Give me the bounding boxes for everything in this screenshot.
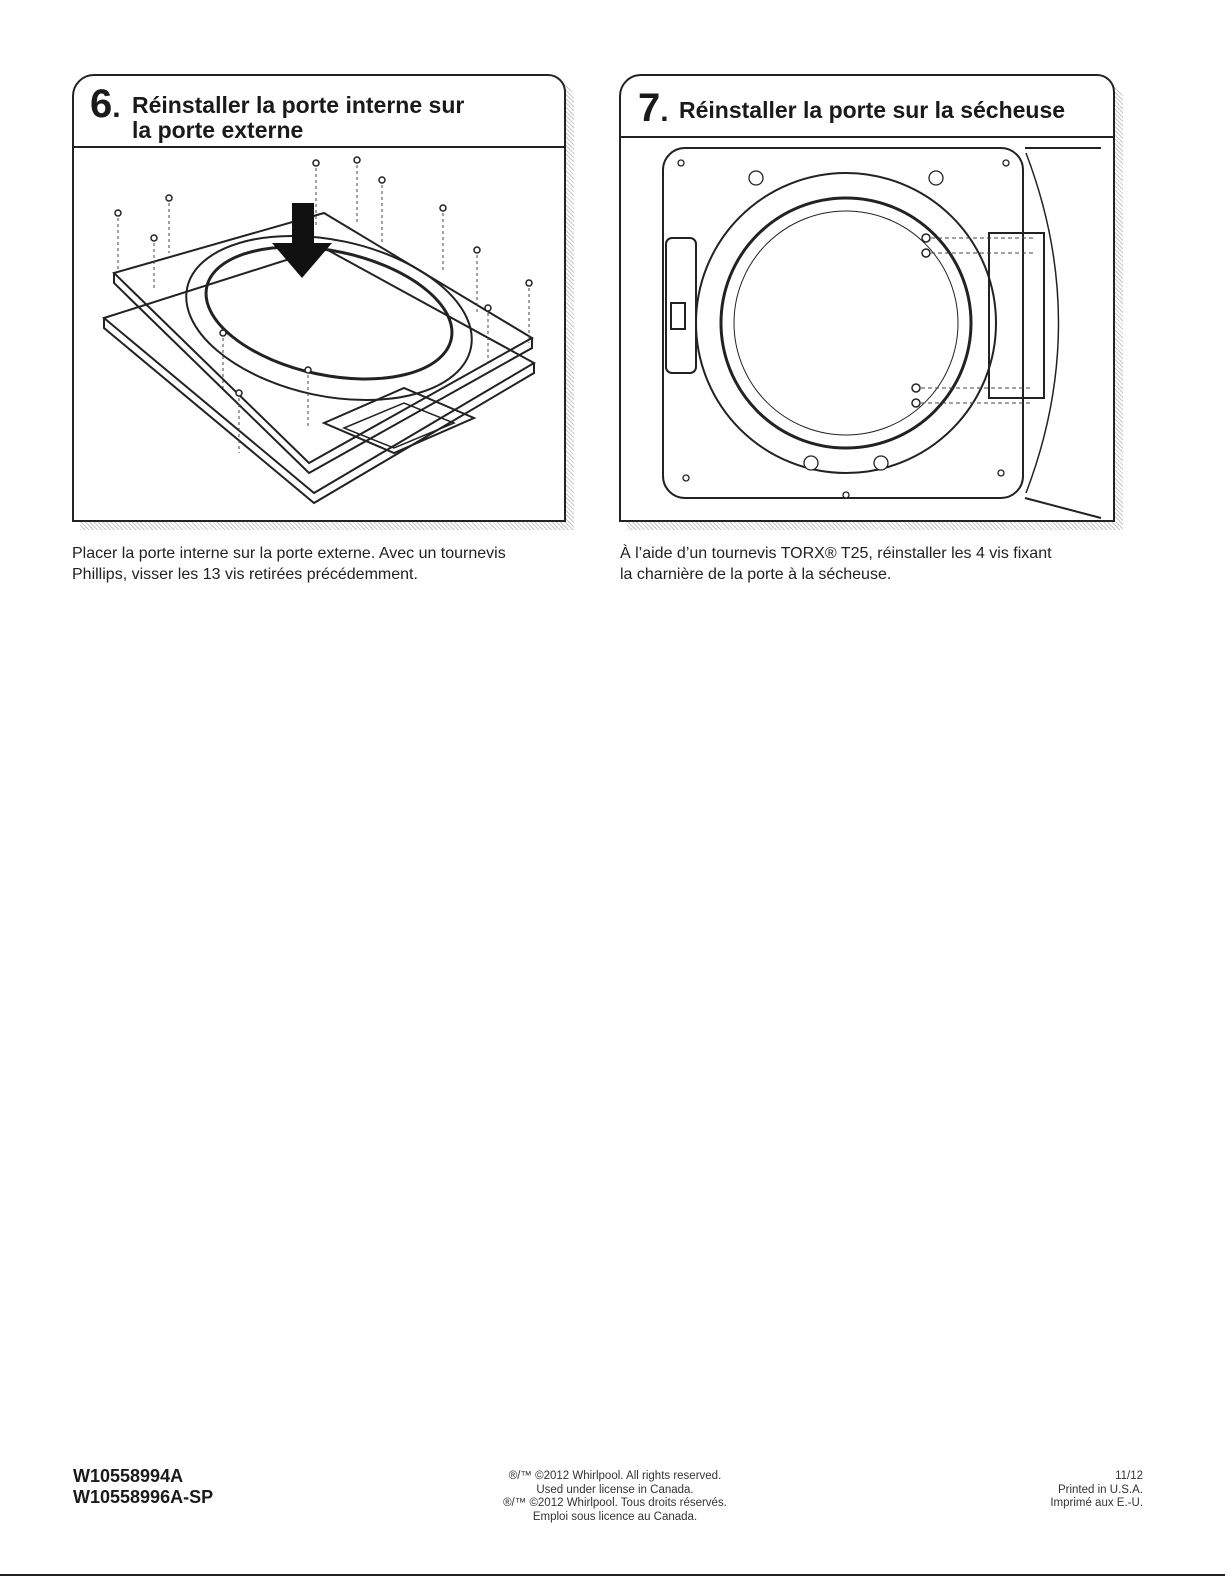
step-6-header <box>74 76 564 148</box>
legal-notice <box>420 1470 810 1524</box>
part-numbers <box>73 1466 213 1508</box>
fastener-icon <box>804 456 818 470</box>
step-6-panel <box>72 74 566 522</box>
printed-in-en: Printed in U.S.A. <box>1057 1483 1143 1496</box>
screw-icon <box>440 205 446 211</box>
screw-icon <box>115 210 121 216</box>
part-number-1: W10558994A <box>73 1466 184 1486</box>
step-7-header <box>621 76 1113 138</box>
screw-icon <box>526 280 532 286</box>
legal-line-3: ®/™ ©2012 Whirlpool. Tous droits réservés. <box>503 1497 727 1509</box>
screw-icon <box>922 249 930 257</box>
part-number-2: W10558996A-SP <box>73 1487 214 1507</box>
latch-button <box>671 303 685 329</box>
screw-icon <box>474 247 480 253</box>
step-7-title-line-1: Réinstaller la porte sur la sécheuse <box>679 97 1066 123</box>
printed-in-fr: Imprimé aux E.-U. <box>1050 1497 1143 1509</box>
fastener-icon <box>929 171 943 185</box>
door-ring-inner <box>721 198 971 448</box>
screw-icon <box>236 390 242 396</box>
door-glass-inner <box>194 226 464 399</box>
step-6-caption-line-1: Placer la porte interne sur la porte externe. Avec un tournevis <box>72 545 506 562</box>
step-6-caption <box>72 543 506 585</box>
dryer-door-illustration <box>621 138 1113 520</box>
step-7-title <box>679 98 1065 123</box>
fastener-icon <box>678 160 684 166</box>
step-7-number: 7. <box>638 86 669 130</box>
step-7-illustration <box>621 138 1113 520</box>
screw-icon <box>485 305 491 311</box>
screw-icon <box>220 330 226 336</box>
screw-icon <box>166 195 172 201</box>
screws <box>115 157 532 396</box>
step-7-caption <box>620 543 1052 585</box>
fastener-icon <box>843 492 849 498</box>
door-glass <box>734 211 958 435</box>
legal-line-2: Used under license in Canada. <box>536 1483 694 1496</box>
legal-line-4: Emploi sous licence au Canada. <box>532 1510 698 1523</box>
screw-icon <box>922 234 930 242</box>
step-7-caption-line-2: la charnière de la porte à la sécheuse. <box>620 566 892 583</box>
door-assembly-illustration <box>74 148 564 520</box>
screw-icon <box>151 235 157 241</box>
screw-icon <box>354 157 360 163</box>
bottom-rule <box>0 1574 1225 1576</box>
door-ring-outer <box>696 173 996 473</box>
step-6-title-line-2: la porte externe <box>132 117 304 143</box>
step-7-caption-line-1: À l’aide d’un tournevis TORX® T25, réinstaller les 4 vis fixant <box>620 545 1052 562</box>
fastener-icon <box>874 456 888 470</box>
step-7-panel <box>619 74 1115 522</box>
fastener-icon <box>749 171 763 185</box>
step-6-number: 6. <box>90 82 121 126</box>
hinge-bracket <box>989 233 1044 398</box>
screw-icon <box>305 367 311 373</box>
step-6-illustration <box>74 148 564 520</box>
dryer-front-panel <box>663 148 1023 498</box>
step-6-caption-line-2: Phillips, visser les 13 vis retirées précédemment. <box>72 566 418 583</box>
step-6-title <box>132 93 464 143</box>
step-6-title-line-1: Réinstaller la porte interne sur <box>132 92 465 118</box>
screw-icon <box>313 160 319 166</box>
print-info <box>1050 1470 1143 1511</box>
print-date: 11/12 <box>1115 1470 1143 1482</box>
fastener-icon <box>998 470 1004 476</box>
legal-line-1: ®/™ ©2012 Whirlpool. All rights reserved. <box>508 1470 722 1482</box>
screw-icon <box>379 177 385 183</box>
screw-icon <box>912 384 920 392</box>
fastener-icon <box>683 475 689 481</box>
screw-icon <box>912 399 920 407</box>
fastener-icon <box>1003 160 1009 166</box>
